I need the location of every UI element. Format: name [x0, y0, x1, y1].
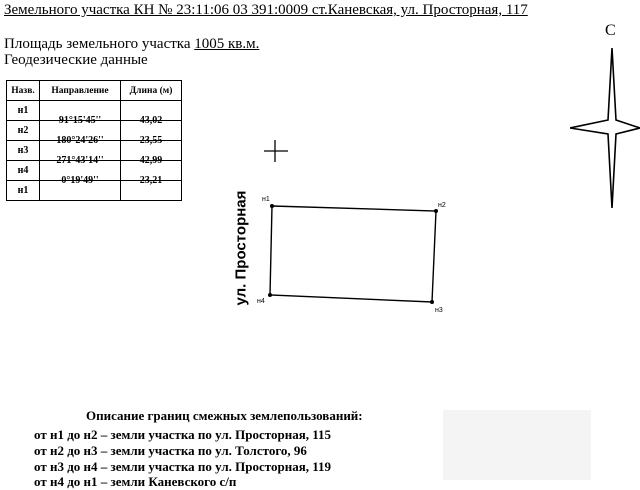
- direction-value: 180°24'26'': [56, 135, 104, 146]
- length-value: 23,55: [139, 135, 163, 146]
- description-line: от н2 до н3 – земли участка по ул. Толстого, 96: [34, 443, 307, 458]
- table-header-row: [7, 81, 182, 101]
- plot-boundary: [270, 206, 436, 302]
- description-line: от н4 до н1 – земли Каневского с/п: [34, 474, 237, 489]
- area-line: [4, 36, 259, 53]
- plan-point-label: н3: [435, 307, 443, 314]
- area-value: 1005 кв.м.: [194, 36, 260, 52]
- length-value: 23,21: [139, 175, 163, 186]
- point-name: н1: [7, 181, 40, 201]
- compass-star-icon: [570, 48, 640, 208]
- area-label: Площадь земельного участка: [4, 36, 191, 52]
- point-name: н2: [7, 121, 40, 141]
- description-line: от н1 до н2 – земли участка по ул. Просторная, 115: [34, 427, 332, 442]
- length-cell: [121, 101, 182, 126]
- crosshair-icon: [262, 140, 290, 164]
- plan-point-label: н2: [438, 202, 446, 209]
- header-name: Назв.: [7, 81, 40, 101]
- point-marker: [430, 300, 434, 304]
- gray-area: [443, 410, 591, 480]
- length-value: 43,02: [139, 115, 163, 126]
- description-line: от н3 до н4 – земли участка по ул. Просторная, 119: [34, 459, 332, 474]
- description-title: Описание границ смежных землепользований:: [86, 408, 363, 423]
- direction-value: 0°19'49'': [61, 175, 99, 186]
- street-label: ул. Просторная: [232, 190, 250, 306]
- document-title: Земельного участка КН № 23:11:06 03 391:0009 ст.Каневская, ул. Просторная, 117: [4, 2, 528, 18]
- compass-north-letter: С: [605, 22, 616, 39]
- header-length: Длина (м): [121, 81, 182, 101]
- direction-value: 271°43'14'': [56, 155, 104, 166]
- geodetic-table: [6, 80, 182, 201]
- point-marker: [268, 293, 272, 297]
- point-marker: [270, 204, 274, 208]
- plan-point-label: н4: [257, 298, 265, 305]
- point-name: н1: [7, 101, 40, 121]
- header-direction: Направление: [40, 81, 121, 101]
- geo-data-label: Геодезические данные: [4, 52, 148, 68]
- point-name: н4: [7, 161, 40, 181]
- plan-point-label: н1: [262, 196, 270, 203]
- direction-cell: [40, 101, 121, 126]
- point-marker: [434, 209, 438, 213]
- plot-plan: [250, 190, 460, 320]
- point-name: н3: [7, 141, 40, 161]
- table-row: [7, 101, 182, 121]
- direction-value: 91°15'45'': [58, 115, 102, 126]
- length-value: 42,99: [139, 155, 163, 166]
